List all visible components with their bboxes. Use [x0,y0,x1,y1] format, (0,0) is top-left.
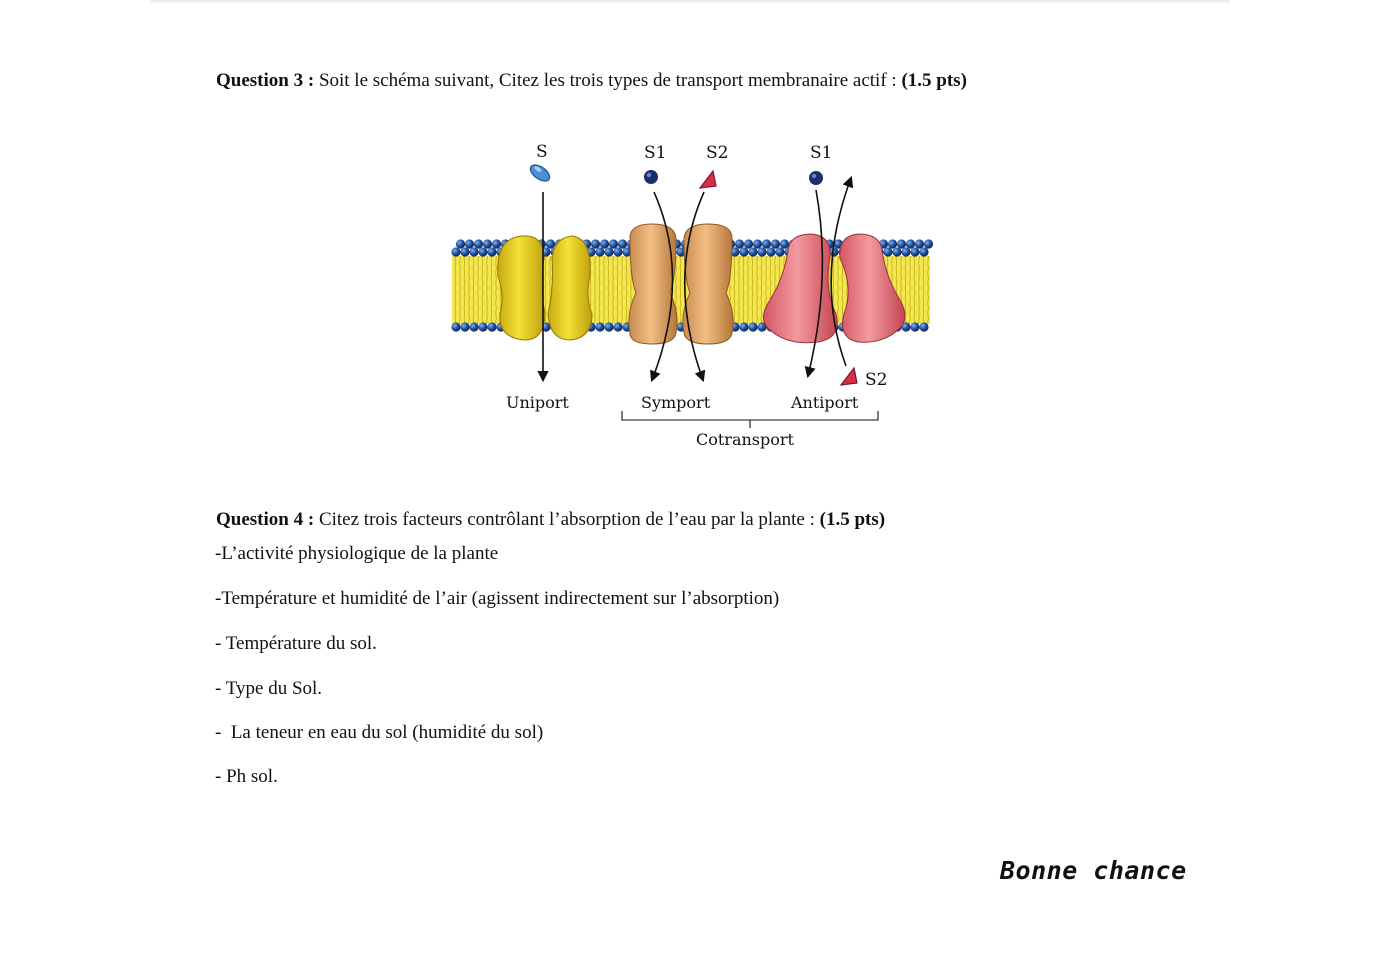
label-s1-antiport: S1 [810,143,833,163]
label-symport: Symport [641,393,711,412]
phospholipid-head [546,239,555,248]
label-s1-symport: S1 [644,143,667,163]
phospholipid-head [748,322,757,331]
phospholipid-head [888,239,897,248]
phospholipid-head [748,247,757,256]
substrate-s1-antiport [809,171,823,185]
label-cotransport: Cotransport [696,430,794,449]
phospholipid-head [595,322,604,331]
phospholipid-head [451,322,460,331]
phospholipid-head [460,247,469,256]
phospholipid-head [766,247,775,256]
answer-item: -L’activité physiologique de la plante [215,543,499,564]
question-4-points: (1.5 pts) [819,509,886,530]
phospholipid-head [609,239,618,248]
substrate-s [528,162,553,184]
phospholipid-head [910,322,919,331]
phospholipid-head [483,239,492,248]
phospholipid-head [910,247,919,256]
phospholipid-head [906,239,915,248]
label-s: S [536,142,548,162]
phospholipid-head [460,322,469,331]
phospholipid-head [618,239,627,248]
phospholipid-head [753,239,762,248]
phospholipid-head [735,239,744,248]
answer-item: - Ph sol. [215,766,278,787]
phospholipid-head [604,322,613,331]
substrate-s2-symport [700,171,716,188]
phospholipid-head [757,247,766,256]
cotransport-bracket [622,411,878,428]
phospholipid-head [465,239,474,248]
phospholipid-head [897,239,906,248]
phospholipid-head [780,239,789,248]
phospholipid-head [739,322,748,331]
label-uniport: Uniport [506,393,569,412]
phospholipid-head [919,247,928,256]
phospholipid-head [487,247,496,256]
answer-item: - Type du Sol. [215,678,323,699]
phospholipid-head [771,239,780,248]
phospholipid-head [919,322,928,331]
phospholipid-head [478,247,487,256]
phospholipid-head [901,247,910,256]
closing-signature: Bonne chance [1000,856,1187,885]
membrane-transport-diagram [440,128,950,458]
question-4-label: Question 4 : [216,509,315,530]
phospholipid-head [883,247,892,256]
phospholipid-head [775,247,784,256]
phospholipid-head [451,247,460,256]
question-4 [216,509,885,531]
question-3-points: (1.5 pts) [901,70,967,91]
label-antiport: Antiport [791,393,859,412]
phospholipid-head [474,239,483,248]
substrate-s1-symport [644,170,658,184]
phospholipid-head [595,247,604,256]
phospholipid-head [469,322,478,331]
phospholipid-head [613,322,622,331]
answer-item: -Température et humidité de l’air (agissent indirectement sur l’absorption) [215,588,780,609]
label-s2-antiport: S2 [865,370,888,390]
question-4-text: Citez trois facteurs contrôlant l’absorption de l’eau par la plante : [314,509,820,530]
label-s2-symport: S2 [706,143,729,163]
phospholipid-head [924,239,933,248]
answer-item: - Température du sol. [215,633,377,654]
phospholipid-head [456,239,465,248]
phospholipid-head [600,239,609,248]
phospholipid-head [478,322,487,331]
phospholipid-head [739,247,748,256]
phospholipid-head [915,239,924,248]
phospholipid-head [591,239,600,248]
phospholipid-head [762,239,771,248]
question-3-label: Question 3 : [216,70,315,91]
phospholipid-head [469,247,478,256]
phospholipid-head [604,247,613,256]
phospholipid-head [613,247,622,256]
phospholipid-head [492,239,501,248]
phospholipid-head [744,239,753,248]
question-3-text: Soit le schéma suivant, Citez les trois types de transport membranaire actif : [314,70,902,91]
phospholipid-head [487,322,496,331]
substrate-s2-antiport [841,368,857,385]
question-3 [216,70,967,92]
answer-item: - La teneur en eau du sol (humidité du sol) [215,722,544,743]
phospholipid-head [892,247,901,256]
page-top-edge [150,0,1230,4]
